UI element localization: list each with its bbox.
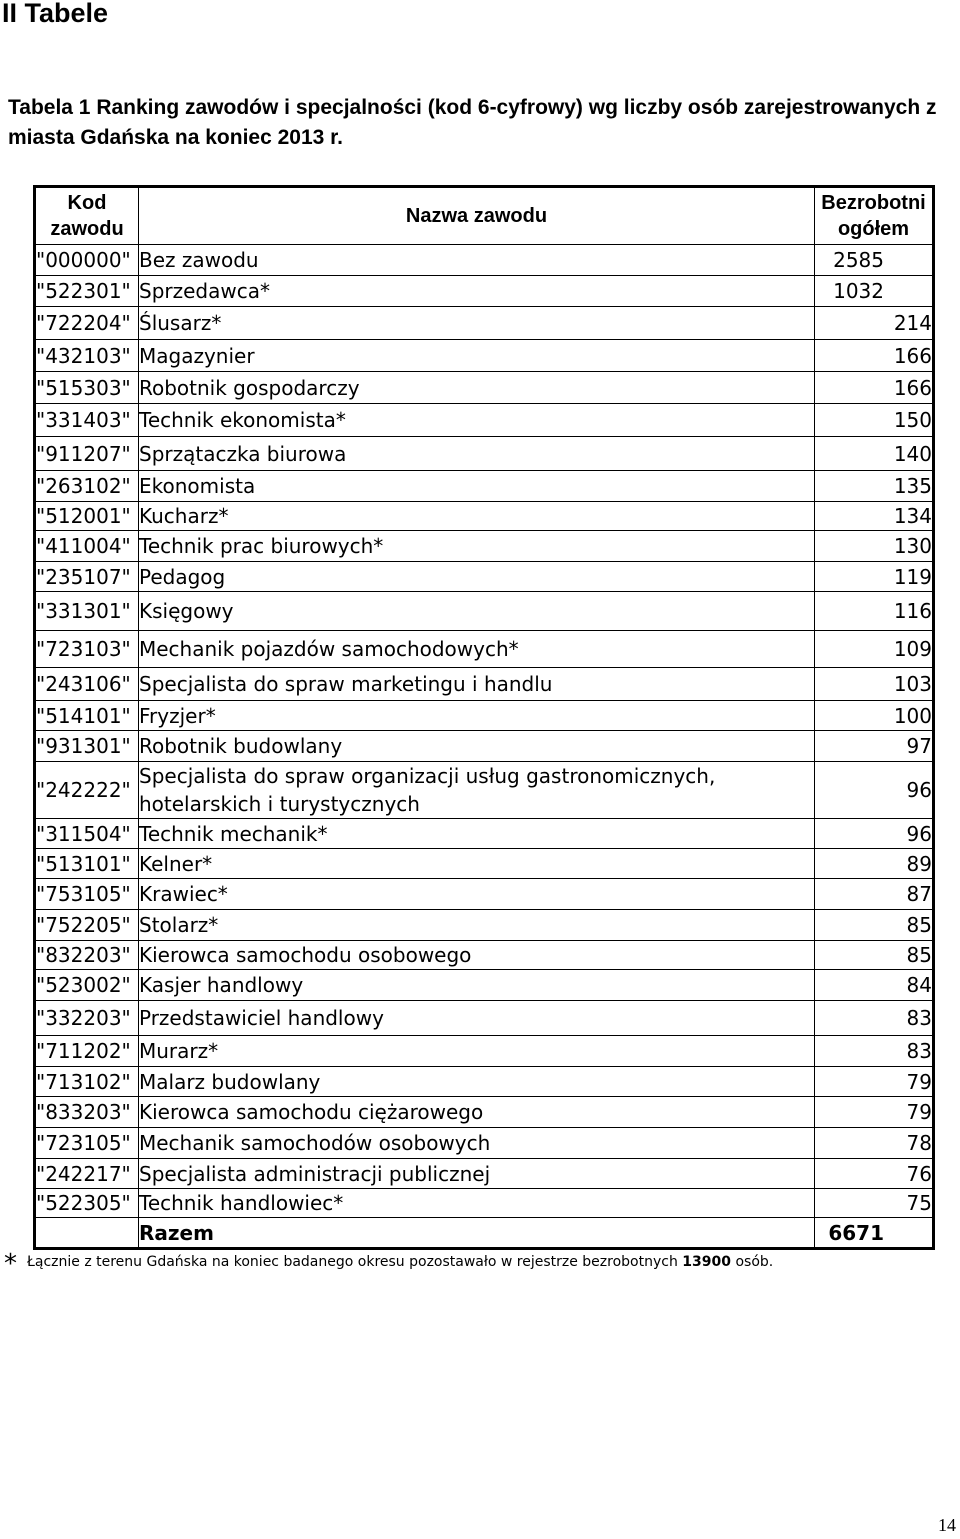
row-code: "242222": [35, 762, 139, 819]
row-count: 150: [815, 404, 934, 437]
row-count: 2585: [815, 245, 934, 276]
row-count: 85: [815, 941, 934, 970]
row-code: "263102": [35, 471, 139, 502]
table-row: [35, 245, 934, 276]
ranking-table: [33, 185, 935, 1250]
row-name: Magazynier: [139, 340, 815, 372]
row-count: 79: [815, 1067, 934, 1097]
header-name: Nazwa zawodu: [139, 187, 815, 245]
table-row: [35, 701, 934, 731]
row-code: "411004": [35, 531, 139, 562]
row-name: Technik ekonomista*: [139, 404, 815, 437]
row-code: "331403": [35, 404, 139, 437]
row-count: 166: [815, 340, 934, 372]
row-count: 134: [815, 502, 934, 531]
table-row: [35, 437, 934, 471]
row-name: Murarz*: [139, 1036, 815, 1067]
table-row: [35, 910, 934, 941]
row-count: 100: [815, 701, 934, 731]
footnote-text-end: osób.: [735, 1254, 774, 1270]
table-row: [35, 1036, 934, 1067]
row-code: "931301": [35, 731, 139, 762]
row-code: "000000": [35, 245, 139, 276]
table-header-row: [35, 187, 934, 245]
table-row: [35, 592, 934, 631]
table-row: [35, 1001, 934, 1036]
row-code: "512001": [35, 502, 139, 531]
total-empty-cell: [35, 1218, 139, 1249]
row-count: 214: [815, 307, 934, 340]
footnote-star: *: [4, 1249, 17, 1279]
row-code: "522305": [35, 1189, 139, 1218]
row-code: "242217": [35, 1159, 139, 1189]
row-count: 96: [815, 819, 934, 849]
table-row: [35, 970, 934, 1001]
footnote-number: 13900: [682, 1254, 731, 1270]
row-name: Robotnik budowlany: [139, 731, 815, 762]
row-code: "513101": [35, 849, 139, 879]
row-count: 83: [815, 1036, 934, 1067]
row-name: Kierowca samochodu ciężarowego: [139, 1097, 815, 1128]
row-code: "311504": [35, 819, 139, 849]
row-name: Kasjer handlowy: [139, 970, 815, 1001]
row-name: Robotnik gospodarczy: [139, 372, 815, 404]
table-row: [35, 1067, 934, 1097]
row-code: "243106": [35, 668, 139, 701]
row-code: "722204": [35, 307, 139, 340]
row-count: 130: [815, 531, 934, 562]
row-code: "713102": [35, 1067, 139, 1097]
table-row: [35, 372, 934, 404]
row-count: 85: [815, 910, 934, 941]
row-count: 119: [815, 562, 934, 592]
table-row: [35, 1159, 934, 1189]
header-count: Bezrobotni ogółem: [815, 187, 934, 245]
row-count: 109: [815, 631, 934, 668]
row-code: "332203": [35, 1001, 139, 1036]
table-row: [35, 941, 934, 970]
row-count: 75: [815, 1189, 934, 1218]
table-row: [35, 404, 934, 437]
row-name: Sprzedawca*: [139, 276, 815, 307]
row-name: Przedstawiciel handlowy: [139, 1001, 815, 1036]
footnote: [4, 1249, 773, 1279]
table-row: [35, 819, 934, 849]
row-name: Kucharz*: [139, 502, 815, 531]
row-count: 166: [815, 372, 934, 404]
table-row: [35, 668, 934, 701]
row-count: 79: [815, 1097, 934, 1128]
row-name: Sprzątaczka biurowa: [139, 437, 815, 471]
row-count: 89: [815, 849, 934, 879]
row-code: "832203": [35, 941, 139, 970]
total-row: [35, 1218, 934, 1249]
table-row: [35, 340, 934, 372]
table-row: [35, 879, 934, 910]
row-name: Stolarz*: [139, 910, 815, 941]
row-name: Fryzjer*: [139, 701, 815, 731]
row-count: 84: [815, 970, 934, 1001]
table-row: [35, 531, 934, 562]
row-code: "523002": [35, 970, 139, 1001]
row-name: Bez zawodu: [139, 245, 815, 276]
row-count: 97: [815, 731, 934, 762]
table-row: [35, 562, 934, 592]
row-name: Pedagog: [139, 562, 815, 592]
row-name: Specjalista do spraw organizacji usług gastronomicznych, hotelarskich i turystycznych: [139, 762, 815, 819]
row-code: "515303": [35, 372, 139, 404]
page-number: 14: [938, 1515, 956, 1535]
table-row: [35, 849, 934, 879]
row-name: Mechanik pojazdów samochodowych*: [139, 631, 815, 668]
row-count: 103: [815, 668, 934, 701]
row-name: Technik prac biurowych*: [139, 531, 815, 562]
table-row: [35, 731, 934, 762]
row-count: 78: [815, 1128, 934, 1159]
row-name: Specjalista administracji publicznej: [139, 1159, 815, 1189]
row-name: Technik mechanik*: [139, 819, 815, 849]
row-code: "711202": [35, 1036, 139, 1067]
row-code: "833203": [35, 1097, 139, 1128]
row-name: Specjalista do spraw marketingu i handlu: [139, 668, 815, 701]
table-row: [35, 1128, 934, 1159]
row-name: Krawiec*: [139, 879, 815, 910]
table-row: [35, 762, 934, 819]
table-row: [35, 276, 934, 307]
total-count: 6671: [815, 1218, 934, 1249]
row-count: 135: [815, 471, 934, 502]
row-name: Kelner*: [139, 849, 815, 879]
row-count: 76: [815, 1159, 934, 1189]
row-name: Kierowca samochodu osobowego: [139, 941, 815, 970]
table-row: [35, 307, 934, 340]
row-code: "753105": [35, 879, 139, 910]
footnote-text: Łącznie z terenu Gdańska na koniec badanego okresu pozostawało w rejestrze bezrobotnych: [27, 1254, 678, 1270]
row-name: Malarz budowlany: [139, 1067, 815, 1097]
row-code: "723103": [35, 631, 139, 668]
table-row: [35, 502, 934, 531]
table-caption: Tabela 1 Ranking zawodów i specjalności (kod 6-cyfrowy) wg liczby osób zarejestrowanych z miasta Gdańska na koniec 2013 r.: [8, 96, 937, 149]
row-count: 140: [815, 437, 934, 471]
row-count: 83: [815, 1001, 934, 1036]
table-row: [35, 1097, 934, 1128]
row-code: "514101": [35, 701, 139, 731]
table-row: [35, 471, 934, 502]
row-code: "522301": [35, 276, 139, 307]
table-row: [35, 631, 934, 668]
row-name: Ślusarz*: [139, 307, 815, 340]
header-code: Kod zawodu: [35, 187, 139, 245]
row-name: Ekonomista: [139, 471, 815, 502]
row-count: 1032: [815, 276, 934, 307]
row-code: "432103": [35, 340, 139, 372]
row-name: Mechanik samochodów osobowych: [139, 1128, 815, 1159]
row-code: "723105": [35, 1128, 139, 1159]
row-name: Księgowy: [139, 592, 815, 631]
section-title: II Tabele: [2, 0, 109, 28]
total-label: Razem: [139, 1218, 815, 1249]
row-code: "752205": [35, 910, 139, 941]
row-count: 116: [815, 592, 934, 631]
row-code: "331301": [35, 592, 139, 631]
table-row: [35, 1189, 934, 1218]
row-code: "911207": [35, 437, 139, 471]
row-count: 87: [815, 879, 934, 910]
row-name: Technik handlowiec*: [139, 1189, 815, 1218]
row-code: "235107": [35, 562, 139, 592]
row-count: 96: [815, 762, 934, 819]
